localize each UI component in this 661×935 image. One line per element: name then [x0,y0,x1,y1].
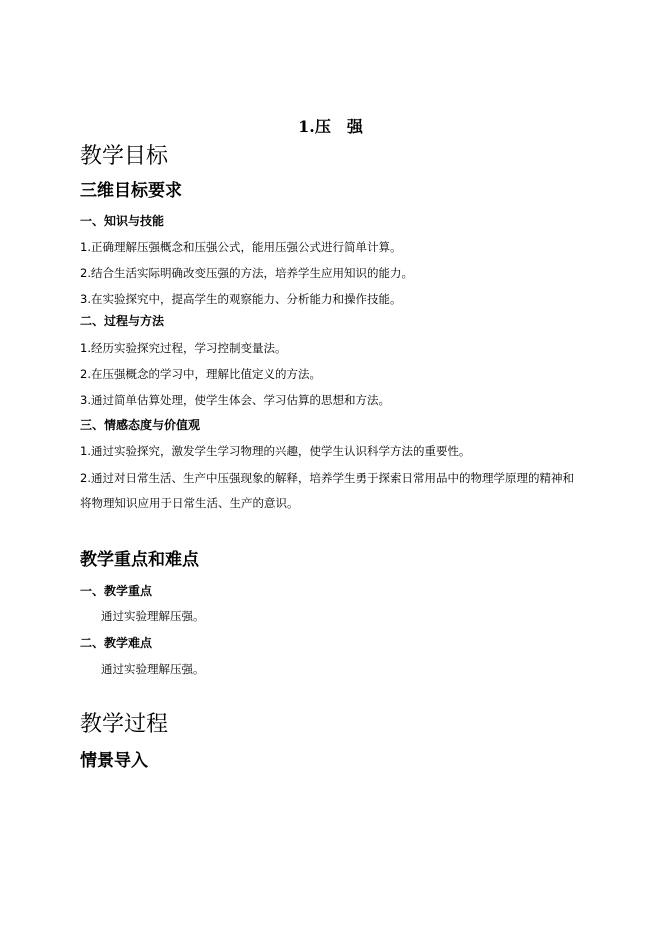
teaching-process-heading: 教学过程 [80,712,169,737]
process-item-1: 1.经历实验探究过程，学习控制变量法。 [80,341,287,355]
three-dimensional-goals-heading: 三维目标要求 [80,181,182,201]
teaching-focus-heading: 一、教学重点 [80,584,153,598]
teaching-difficulty-text: 通过实验理解压强。 [101,662,205,676]
key-points-heading: 教学重点和难点 [80,550,199,570]
knowledge-skills-heading: 一、知识与技能 [80,214,165,228]
attitude-item-2-continued: 将物理知识应用于日常生活、生产的意识。 [80,496,299,510]
attitude-item-2: 2.通过对日常生活、生产中压强现象的解释，培养学生勇于探索日常用品中的物理学原理的精神和 [80,471,574,485]
attitude-item-1: 1.通过实验探究，激发学生学习物理的兴趣，使学生认识科学方法的重要性。 [80,444,471,458]
knowledge-item-3: 3.在实验探究中，提高学生的观察能力、分析能力和操作技能。 [80,292,402,306]
teaching-focus-text: 通过实验理解压强。 [101,609,205,623]
attitude-values-heading: 三、情感态度与价值观 [80,418,201,432]
knowledge-item-2: 2.结合生活实际明确改变压强的方法，培养学生应用知识的能力。 [80,266,413,280]
process-item-2: 2.在压强概念的学习中，理解比值定义的方法。 [80,367,321,381]
knowledge-item-1: 1.正确理解压强概念和压强公式，能用压强公式进行简单计算。 [80,240,402,254]
document-title: 1.压 强 [298,117,363,136]
scenario-introduction-heading: 情景导入 [80,751,148,771]
process-method-heading: 二、过程与方法 [80,314,165,328]
teaching-difficulty-heading: 二、教学难点 [80,636,153,650]
process-item-3: 3.通过简单估算处理，使学生体会、学习估算的思想和方法。 [80,393,390,407]
teaching-goals-heading: 教学目标 [80,144,169,169]
